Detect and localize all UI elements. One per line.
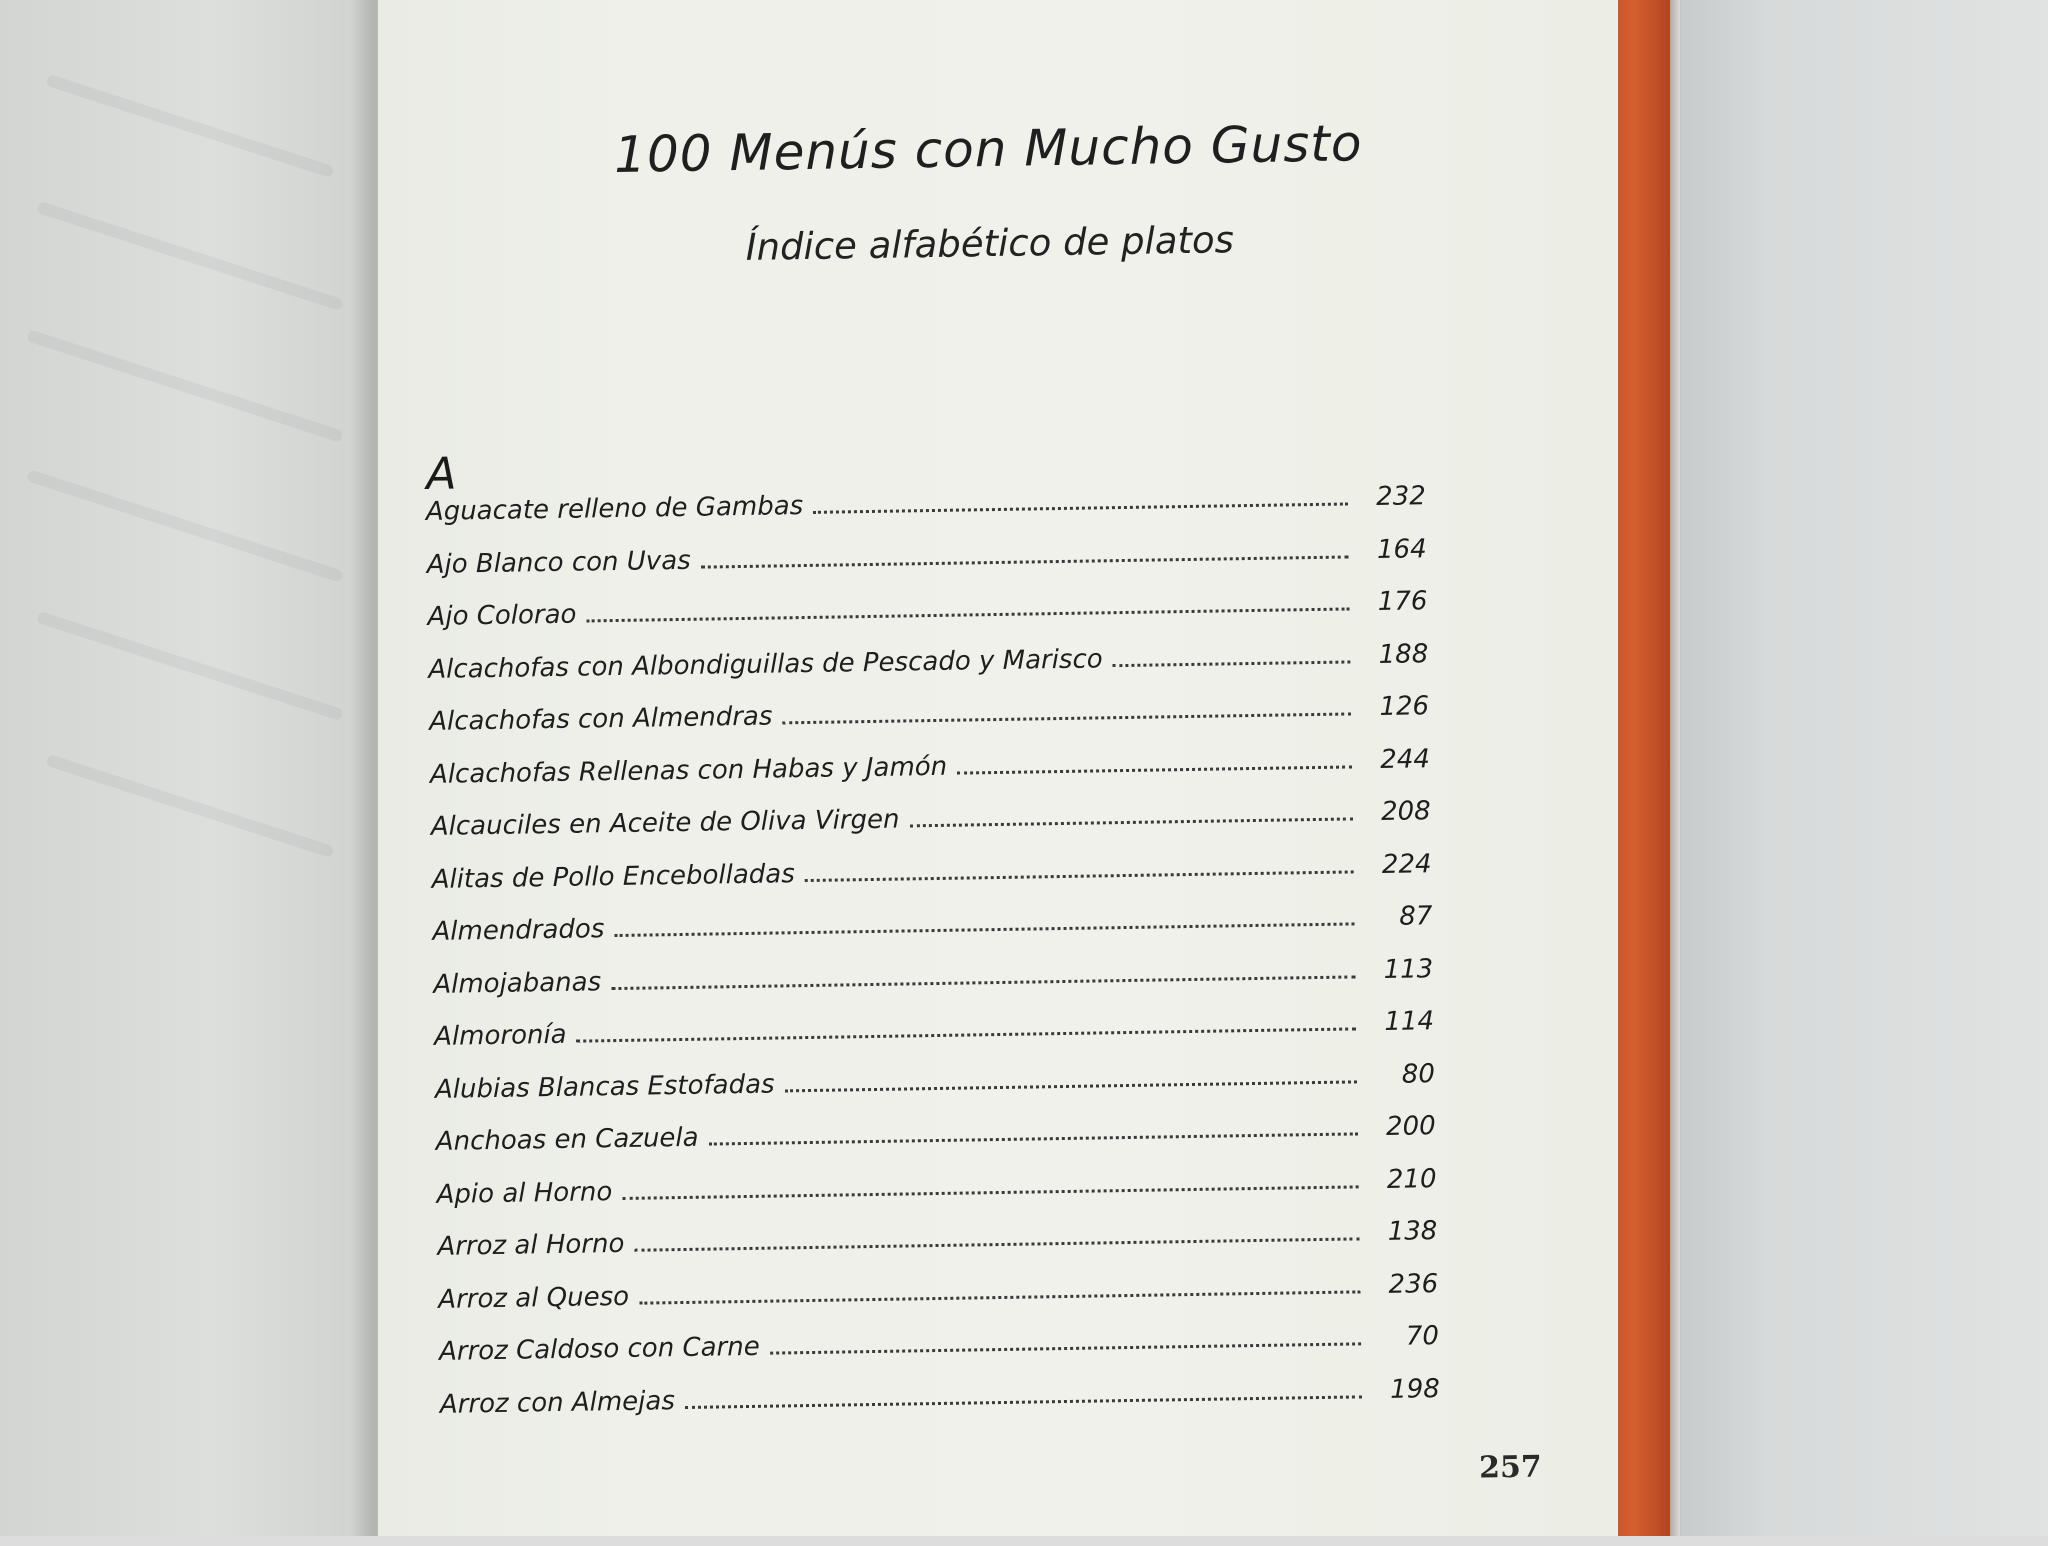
facing-page [0,0,385,1536]
dish-name: Almendrados [432,914,605,947]
dot-leader [957,764,1352,774]
dish-page-number: 200 [1385,1111,1436,1142]
dot-leader [639,1289,1360,1304]
dish-name: Arroz Caldoso con Carne [438,1331,760,1367]
dot-leader [614,921,1354,937]
dish-name: Alitas de Pollo Encebolladas [431,858,795,895]
dot-leader [785,1079,1357,1092]
dot-leader [782,711,1351,724]
show-through-text [36,201,344,311]
dish-page-number: 210 [1386,1163,1437,1195]
dish-name: Almoronía [433,1019,567,1052]
show-through-text [26,469,344,582]
dot-leader [587,606,1350,622]
dish-page-number: 208 [1380,796,1431,827]
index-page [378,0,1618,1536]
dot-leader [805,869,1354,882]
dish-page-number: 164 [1376,533,1427,565]
book-cover [1680,0,2048,1536]
dish-page-number: 198 [1389,1373,1441,1405]
dish-page-number: 87 [1399,901,1433,932]
show-through-text [26,329,344,442]
show-through-text [36,611,344,721]
dot-leader [1113,659,1351,667]
dish-page-number: 188 [1378,638,1429,670]
dish-name: Aguacate relleno de Gambas [425,491,804,527]
dish-name: Arroz al Queso [438,1281,630,1315]
dish-page-number: 176 [1377,586,1428,618]
cover-edge-shadow [1670,0,1682,1536]
dish-page-number: 236 [1388,1268,1439,1300]
dish-page-number: 80 [1401,1058,1436,1090]
dot-leader [910,816,1353,827]
dish-name: Alcachofas Rellenas con Habas y Jamón [429,751,948,790]
dish-page-number: 70 [1405,1321,1440,1352]
index-list [426,481,1441,1442]
dish-name: Alcachofas con Albondiguillas de Pescado y Marisco [428,643,1103,685]
dish-name: Anchoas en Cazuela [435,1122,699,1157]
dish-name: Almojabanas [433,966,602,1000]
dot-leader [701,554,1349,568]
page-number: 257 [1478,1449,1542,1486]
dish-name: Alubias Blancas Estofadas [434,1069,775,1105]
index-subtitle: Índice alfabético de platos [745,218,1235,269]
dot-leader [634,1236,1359,1251]
dish-page-number: 232 [1375,481,1427,513]
dish-page-number: 126 [1379,691,1430,722]
dot-leader [622,1184,1358,1200]
show-through-text [45,74,334,178]
page-content [366,0,1630,1546]
dot-leader [709,1131,1358,1145]
dish-name: Ajo Colorao [427,599,577,632]
dish-page-number: 244 [1380,743,1431,775]
dish-name: Arroz con Almejas [439,1385,676,1420]
dish-page-number: 138 [1387,1216,1438,1247]
dot-leader [577,1026,1356,1042]
dish-name: Arroz al Horno [437,1228,625,1262]
dot-leader [813,501,1348,513]
dot-leader [685,1394,1362,1409]
dish-name: Apio al Horno [436,1176,613,1210]
section-letter: A [425,448,457,500]
dish-page-number: 224 [1381,848,1432,880]
dot-leader [770,1341,1361,1354]
dish-page-number: 114 [1384,1006,1435,1037]
dish-page-number: 113 [1383,953,1434,985]
dish-name: Alcauciles en Aceite de Oliva Virgen [430,804,900,842]
dot-leader [611,974,1355,990]
book-title: 100 Menús con Mucho Gusto [613,114,1363,184]
dish-name: Alcachofas con Almendras [428,701,773,737]
dish-name: Ajo Blanco con Uvas [426,545,691,580]
show-through-text [45,754,334,858]
